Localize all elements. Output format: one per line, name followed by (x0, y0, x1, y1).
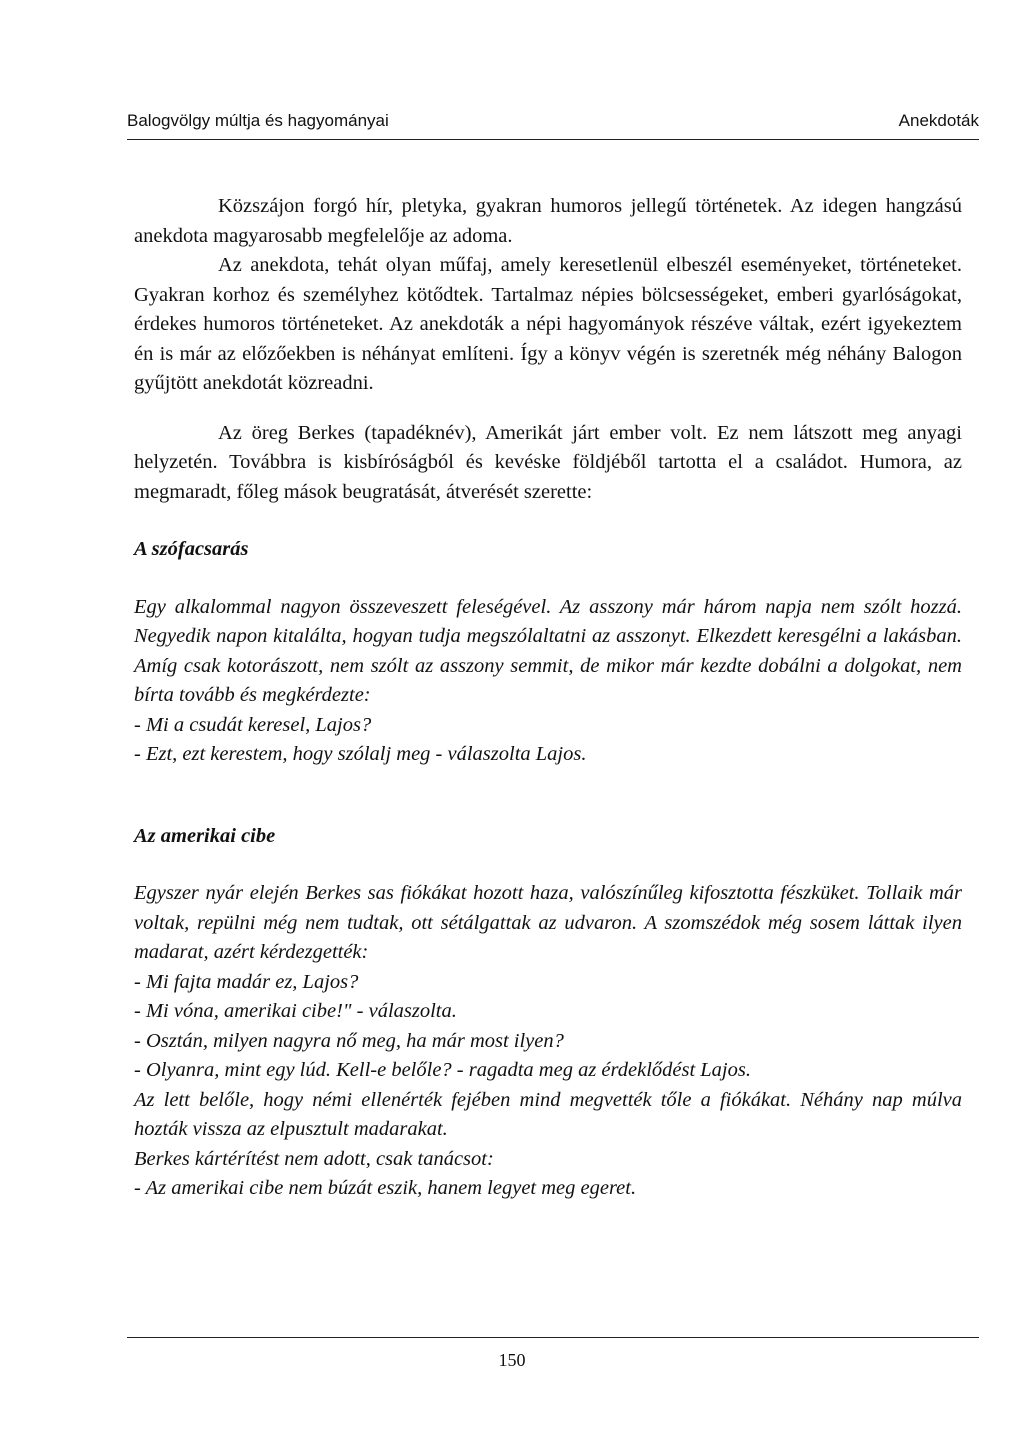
story2-dialogue-line: - Olyanra, mint egy lúd. Kell-e belőle? - ragadta meg az érdeklődést Lajos. (134, 1059, 751, 1081)
story2-closing-line: - Az amerikai cibe nem búzát eszik, hanem legyet meg egeret. (134, 1177, 637, 1199)
running-header (127, 107, 979, 140)
footer-rule (127, 1337, 979, 1338)
story1-dialogue-line: - Ezt, ezt kerestem, hogy szólalj meg - válaszolta Lajos. (134, 743, 587, 765)
story1-title: A szófacsarás (134, 538, 249, 560)
story2-title: Az amerikai cibe (134, 824, 276, 847)
story2-text-3: Berkes kártérítést nem adott, csak tanácsot: (134, 1147, 494, 1170)
header-book-title: Balogvölgy múltja és hagyományai (127, 111, 389, 130)
intro-paragraph-2: Az anekdota, tehát olyan műfaj, amely keresetlenül elbeszél eseményeket, történeteket. Gyakran korhoz és személyhez kötődtek. Tartalmaz népies bölcsességeket, emberi gyarlóságokat, érdekes humoros történeteket. Az anekdoták a népi hagyományok részéve váltak, ezért igyekeztem én is már az előzőekben is néhányat említeni. Így a könyv végén is szeretnék még néhány Balogon gyűjtött anekdotát közreadni. (134, 254, 962, 394)
header-chapter-title: Anekdoták (898, 111, 979, 130)
intro-paragraph-3: Az öreg Berkes (tapadéknév), Amerikát járt ember volt. Ez nem látszott meg anyagi helyzetén. Továbbra is kisbíróságból és kevéske földjéből tartotta el a családot. Humora, az megmaradt, főleg mások beugratását, átverését szerette: (134, 421, 962, 503)
story2-dialogue-line: - Osztán, milyen nagyra nő meg, ha már most ilyen? (134, 1029, 564, 1052)
page-body (134, 192, 962, 1204)
story2-dialogue-line: - Mi fajta madár ez, Lajos? (134, 970, 359, 993)
page-number: 150 (498, 1350, 526, 1370)
story2-text: Egyszer nyár elején Berkes sas fiókákat hozott haza, valószínűleg kifosztotta fészküket. Tollaik már voltak, repülni még nem tudtak, ott sétálgattak az udvaron. A szomszédok még sosem láttak ilyen madarat, azért kérdezgették: (134, 882, 962, 963)
story1-text: Egy alkalommal nagyon összeveszett feleségével. Az asszony már három napja nem szólt hozzá. Negyedik napon kitalálta, hogyan tudja megszólaltatni az asszonyt. Elkezdett keresgélni a lakásban. Amíg csak kotorászott, nem szólt az asszony semmit, de mikor már kezdte dobálni a dolgokat, nem bírta tovább és megkérdezte: (134, 595, 962, 706)
story1-dialogue-line: - Mi a csudát keresel, Lajos? (134, 713, 372, 736)
story2-dialogue-line: - Mi vóna, amerikai cibe!" - válaszolta. (134, 1000, 457, 1022)
intro-paragraph-1: Közszájon forgó hír, pletyka, gyakran humoros jellegű történetek. Az idegen hangzású anekdota magyarosabb megfelelője az adoma. (134, 195, 962, 247)
story2-text-2: Az lett belőle, hogy némi ellenérték fejében mind megvették tőle a fiókákat. Néhány nap múlva hozták vissza az elpusztult madarakat. (134, 1088, 962, 1140)
